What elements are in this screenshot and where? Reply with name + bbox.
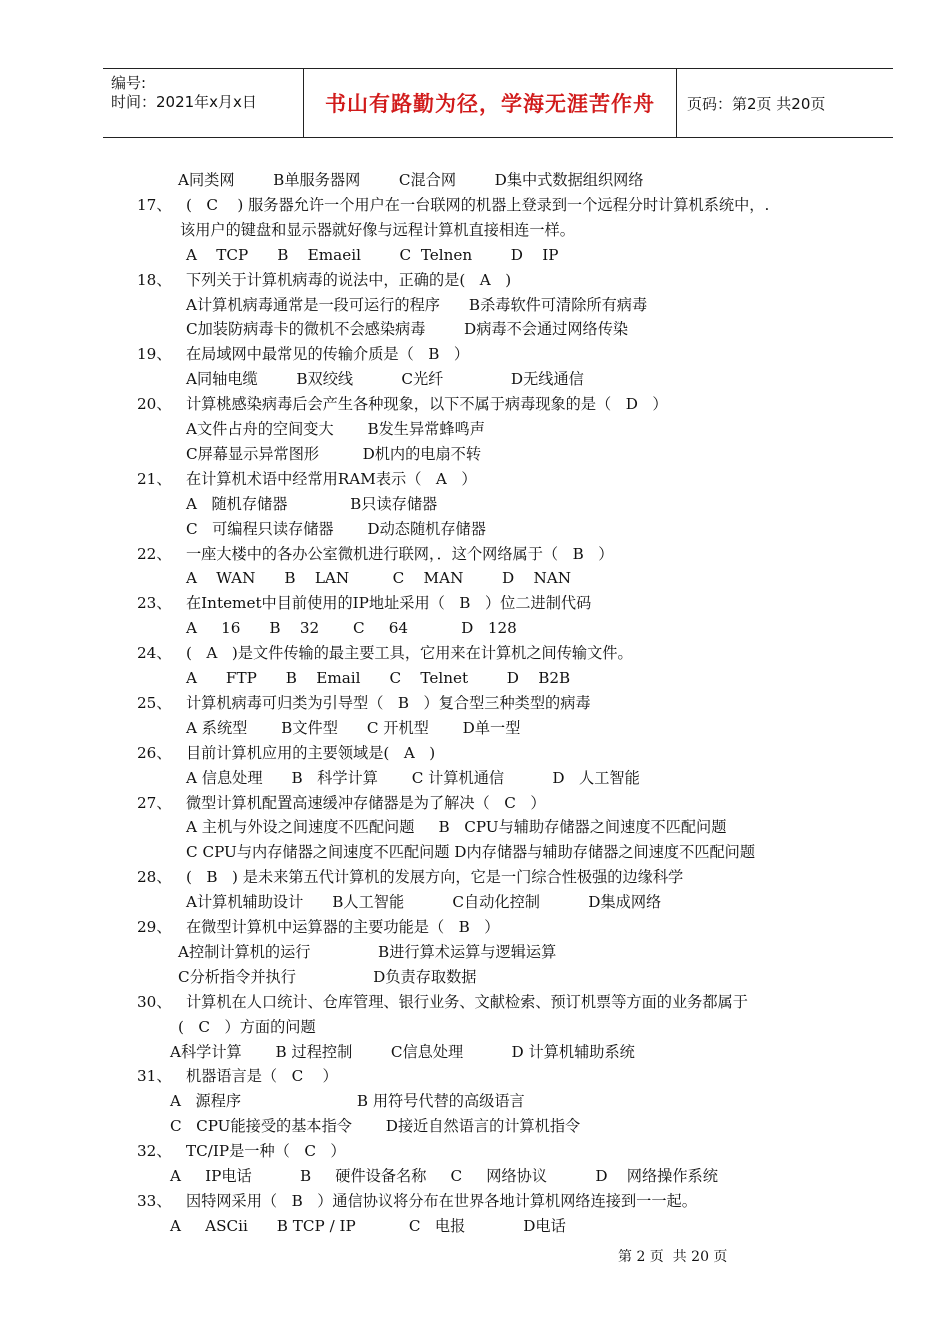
- text-line: ( C ）方面的问题: [178, 1017, 316, 1036]
- text-line: 24、 ( A )是文件传输的最主要工具，它用来在计算机之间传输文件。: [137, 644, 633, 663]
- text-line: 31、 机器语言是（ C ）: [137, 1067, 338, 1086]
- text-line: A 主机与外设之间速度不匹配问题 B CPU与辅助存储器之间速度不匹配问题: [186, 818, 727, 837]
- text-line: A文件占舟的空间变大 B发生异常蜂鸣声: [186, 420, 485, 438]
- text-line: 33、 因特网采用（ B ）通信协议将分布在世界各地计算机网络连接到一一起。: [137, 1191, 697, 1210]
- text-line: 19、 在局域网中最常见的传输介质是（ B ）: [137, 345, 470, 364]
- text-line: 22、 一座大楼中的各办公室微机进行联网，．这个网络属于（ B ）: [137, 544, 614, 563]
- header-motto: 书山有路勤为径，学海无涯苦作舟: [304, 69, 677, 137]
- text-line: A计算机病毒通常是一段可运行的程序 B杀毒软件可清除所有病毒: [186, 295, 648, 314]
- text-line: 25、 计算机病毒可归类为引导型（ B ）复合型三种类型的病毒: [137, 693, 591, 712]
- text-line: 26、 目前计算机应用的主要领域是( A ): [137, 743, 436, 762]
- text-line: A 16 B 32 C 64 D 128: [186, 619, 517, 638]
- text-line: A ASCii B TCP / IP C 电报 D电话: [170, 1216, 566, 1235]
- text-line: C分析指令并执行 D负责存取数据: [178, 967, 477, 986]
- text-line: 20、 计算桃感染病毒后会产生各种现象，以下不属于病毒现象的是（ D ）: [137, 395, 668, 414]
- text-line: 29、 在微型计算机中运算器的主要功能是（ B ）: [137, 918, 500, 936]
- text-line: A科学计算 B 过程控制 C信息处理 D 计算机辅助系统: [170, 1042, 635, 1061]
- text-line: 17、 ( C ) 服务器允许一个用户在一台联网的机器上登录到一个远程分时计算机系统中，.: [137, 195, 770, 214]
- text-line: A控制计算机的运行 B进行算术运算与逻辑运算: [178, 942, 557, 961]
- text-line: A TCP B Emaeil C Telnen D IP: [186, 245, 559, 264]
- page-footer: 第 2 页 共 20 页: [618, 1249, 728, 1265]
- serial-number-label: 编号:: [111, 74, 147, 92]
- text-line: 18、 下列关于计算机病毒的说法中，正确的是( A ): [137, 270, 512, 289]
- page-number-label: 页码：第2页 共20页: [687, 94, 826, 113]
- text-line: A FTP B Email C Telnet D B2B: [186, 669, 571, 687]
- text-line: 23、 在Intemet中目前使用的IP地址采用（ B ）位二进制代码: [137, 594, 592, 613]
- text-line: 该用户的键盘和显示器就好像与远程计算机直接相连一样。: [180, 220, 575, 239]
- text-line: A计算机辅助设计 B人工智能 C自动化控制 D集成网络: [186, 893, 662, 912]
- text-line: C CPU与内存储器之间速度不匹配问题 D内存储器与辅助存储器之间速度不匹配问题: [186, 843, 756, 862]
- text-line: 27、 微型计算机配置高速缓冲存储器是为了解决（ C ）: [137, 793, 546, 812]
- text-line: A同类网 B单服务器网 C混合网 D集中式数据组织网络: [178, 171, 644, 189]
- header-page-cell: [677, 69, 893, 137]
- text-line: 30、 计算机在人口统计、仓库管理、银行业务、文献检索、预订机票等方面的业务都属于: [137, 992, 748, 1011]
- text-line: 21、 在计算机术语中经常用RAM表示（ A ）: [137, 469, 477, 488]
- text-line: A WAN B LAN C MAN D NAN: [186, 569, 572, 588]
- text-line: 32、 TC/IP是一种（ C ）: [137, 1142, 346, 1161]
- page-header: [103, 68, 893, 138]
- header-meta-cell: [103, 69, 304, 137]
- text-line: C加装防病毒卡的微机不会感染病毒 D病毒不会通过网络传染: [186, 320, 629, 339]
- text-line: A 系统型 B文件型 C 开机型 D单一型: [186, 718, 521, 737]
- text-line: A 随机存储器 B只读存储器: [186, 494, 438, 513]
- text-line: A IP电话 B 硬件设备名称 C 网络协议 D 网络操作系统: [170, 1167, 718, 1185]
- text-line: A 源程序 B 用符号代替的高级语言: [170, 1092, 525, 1111]
- text-line: C屏幕显示异常图形 D机内的电扇不转: [186, 444, 482, 463]
- text-line: C 可编程只读存储器 D动态随机存储器: [186, 519, 486, 538]
- text-line: C CPU能接受的基本指令 D接近自然语言的计算机指令: [170, 1117, 581, 1136]
- text-line: 28、 ( B ) 是未来第五代计算机的发展方向，它是一门综合性极强的边缘科学: [137, 868, 684, 887]
- text-line: A同轴电缆 B双绞线 C光纤 D无线通信: [186, 370, 584, 389]
- date-label: 时间：2021年x月x日: [111, 93, 257, 111]
- text-line: A 信息处理 B 科学计算 C 计算机通信 D 人工智能: [186, 768, 640, 787]
